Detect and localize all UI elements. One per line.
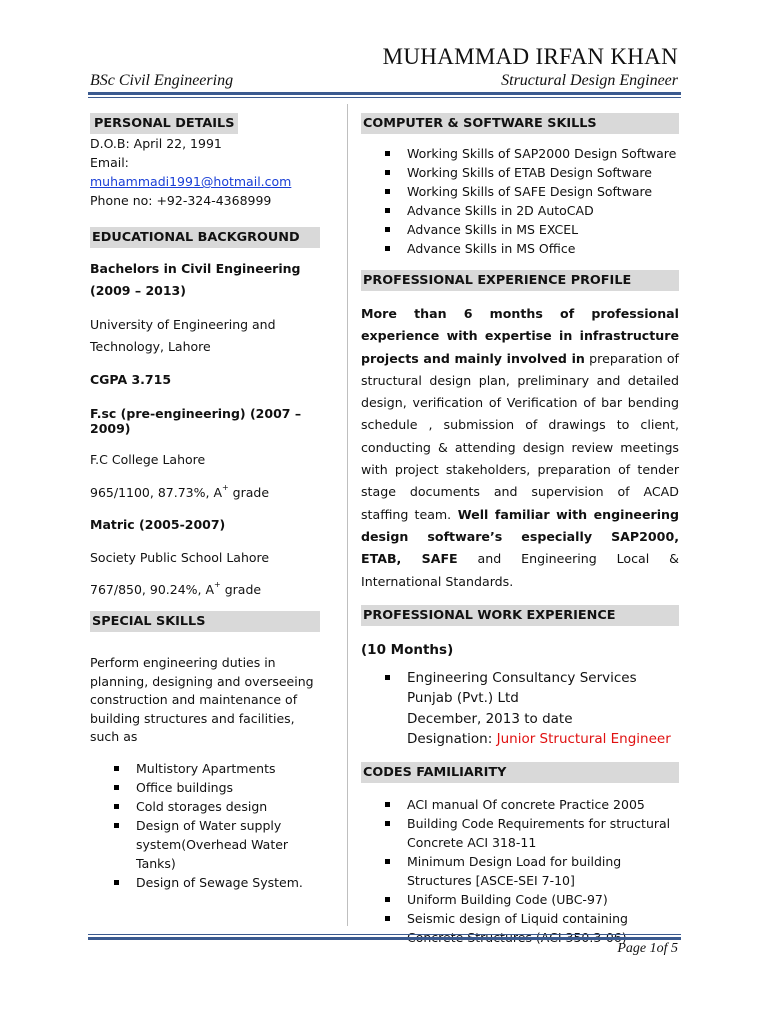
profile-familiar: Well familiar with engineering design software’s especially — [361, 506, 679, 544]
footer-rule-thin — [88, 934, 681, 935]
computer-skills-heading: COMPUTER & SOFTWARE SKILLS — [361, 113, 679, 134]
header-rule — [88, 92, 681, 95]
list-item: Working Skills of SAFE Design Software — [361, 182, 679, 201]
column-divider — [347, 104, 348, 926]
degree-title: BSc Civil Engineering — [90, 72, 234, 89]
experience-profile-heading: PROFESSIONAL EXPERIENCE PROFILE — [361, 270, 679, 291]
list-item: Seismic design of Liquid containing — [361, 909, 679, 947]
left-column — [90, 113, 320, 892]
cgpa: CGPA 3.715 — [90, 372, 172, 387]
matric-grade-word: grade — [220, 582, 262, 597]
list-item: Working Skills of ETAB Design Software — [361, 163, 679, 182]
list-item: Multistory Apartments — [90, 759, 320, 778]
profile-software: SAP2000, ETAB, SAFE — [361, 528, 679, 567]
list-item: Working Skills of SAP2000 Design Software — [361, 144, 679, 163]
special-skills-heading: SPECIAL SKILLS — [90, 611, 320, 632]
list-item: ACI manual Of concrete Practice 2005 — [361, 795, 679, 814]
work-dates: December, 2013 to date — [407, 710, 573, 727]
list-item: Office buildings — [90, 778, 320, 797]
fsc-grade-word: grade — [228, 485, 270, 500]
email-link[interactable]: muhammadi1991@hotmail.com — [90, 174, 292, 189]
bachelors-degree: Bachelors in Civil Engineering (2009 – 2013) — [90, 261, 301, 298]
list-item: Design of Water supply system(Overhead Water Tanks) — [90, 816, 320, 873]
candidate-name: MUHAMMAD IRFAN KHAN — [382, 44, 678, 69]
codes-list — [361, 795, 679, 947]
list-item: Advance Skills in MS Office — [361, 239, 679, 258]
list-item: Advance Skills in 2D AutoCAD — [361, 201, 679, 220]
college: F.C College Lahore — [90, 452, 206, 467]
special-skills-intro: Perform engineering duties in planning, designing and overseeing construction and maintenance of building structures and facilities, such as — [90, 655, 314, 744]
list-item — [361, 668, 679, 750]
job-title: Structural Design Engineer — [501, 72, 678, 89]
designation-label: Designation: — [407, 731, 497, 748]
experience-profile-text — [361, 303, 679, 593]
school: Society Public School Lahore — [90, 550, 270, 565]
fsc-marks-line — [90, 485, 320, 500]
right-column — [361, 113, 679, 947]
special-skills-list — [90, 759, 320, 892]
personal-details-heading: PERSONAL DETAILS — [90, 113, 238, 134]
designation-line — [407, 729, 679, 750]
company: Engineering Consultancy Services Punjab (Pvt.) Ltd — [407, 669, 637, 707]
fsc-grade-sup: + — [222, 483, 229, 492]
university: University of Engineering and Technology, Lahore — [90, 317, 276, 354]
matric-grade-sup: + — [214, 580, 221, 589]
list-item: Advance Skills in MS EXCEL — [361, 220, 679, 239]
list-item: Design of Sewage System. — [90, 873, 320, 892]
work-experience-list — [361, 668, 679, 750]
email-line — [90, 153, 320, 191]
profile-body: preparation of structural design plan, preliminary and detailed design, verification of Verification of bar bending schedule , submission of drawings to client, conducting & attending design review meetings with project stakeholders, preparation of tender stage documents and supervision of ACAD staffing team. — [361, 350, 679, 522]
fsc-degree: F.sc (pre-engineering) (2007 – 2009) — [90, 406, 302, 436]
designation: Junior Structural Engineer — [496, 731, 671, 748]
matric-marks-line — [90, 582, 320, 597]
page-number: Page 1of 5 — [617, 941, 678, 956]
list-item: Minimum Design Load for building Structures [ASCE-SEI 7-10] — [361, 852, 679, 890]
profile-intro: More than 6 months of professional experience with expertise in infrastructure projects and mainly involved in — [361, 306, 679, 366]
header-rule-thin — [88, 97, 681, 98]
dob: D.O.B: April 22, 1991 — [90, 136, 222, 151]
list-item: Cold storages design — [90, 797, 320, 816]
work-experience-heading: PROFESSIONAL WORK EXPERIENCE — [361, 605, 679, 626]
matric: Matric (2005-2007) — [90, 517, 226, 532]
email-label: Email: — [90, 155, 129, 170]
fsc-marks: 965/1100, 87.73%, A — [90, 485, 222, 500]
computer-skills-list — [361, 144, 679, 258]
list-item: Uniform Building Code (UBC-97) — [361, 890, 679, 909]
profile-standards: and Engineering Local & International Standards. — [361, 551, 679, 589]
education-heading: EDUCATIONAL BACKGROUND — [90, 227, 320, 248]
phone: Phone no: +92-324-4368999 — [90, 193, 272, 208]
matric-marks: 767/850, 90.24%, A — [90, 582, 215, 597]
codes-heading: CODES FAMILIARITY — [361, 762, 679, 783]
footer-rule — [88, 937, 681, 940]
work-duration: (10 Months) — [361, 641, 454, 658]
list-item: Building Code Requirements for structural Concrete ACI 318-11 — [361, 814, 679, 852]
